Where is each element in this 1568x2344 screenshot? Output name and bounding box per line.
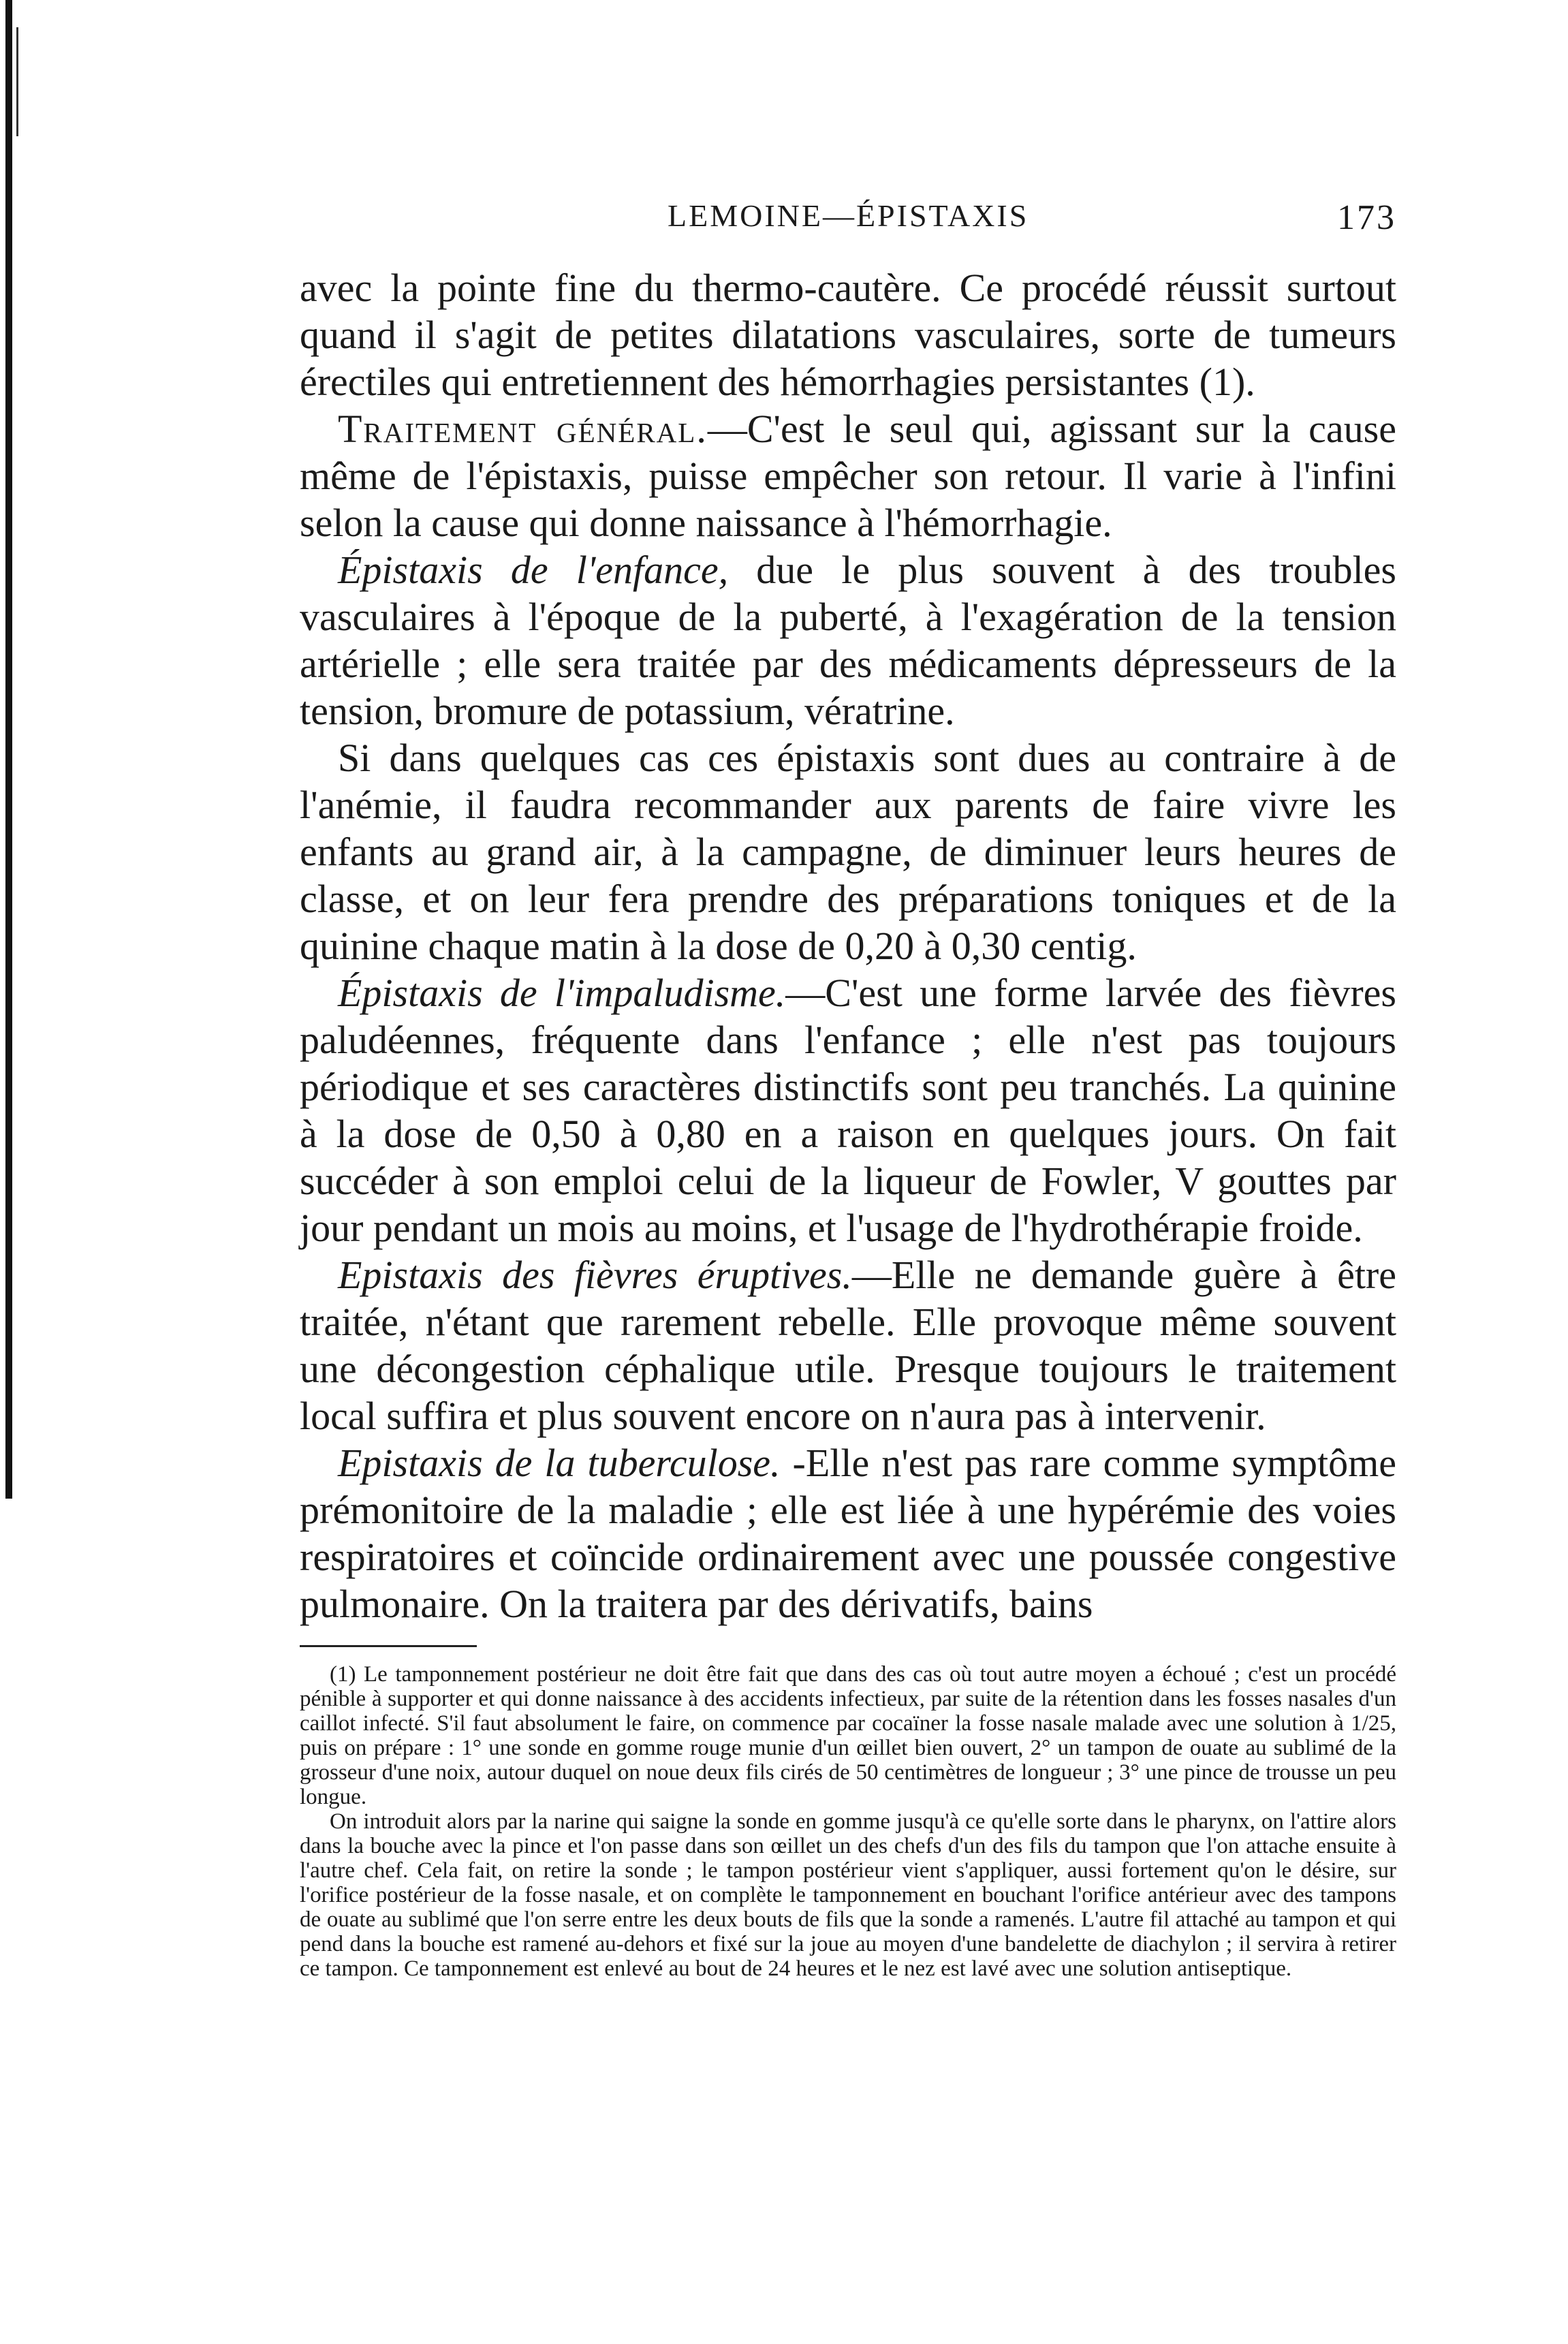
- footnote-1: (1) Le tamponnement postérieur ne doit être fait que dans des cas où tout autre moyen a échoué ; c'est un procédé pénible à supporter et qui donne naissance à des accidents infectieux, par suite de la rétention dans les fosses nasales d'un caillot infecté. S'il faut absolument le faire, on commence par cocaïner la fosse nasale malade avec une solution à 1/25, puis on prépare : 1° une sonde en gomme rouge munie d'un œillet bien ouvert, 2° un tampon de ouate au sublimé de la grosseur d'une noix, autour duquel on noue deux fils cirés de 50 centimètres de longueur ; 3° une pince de trousse un peu longue.: [300, 1662, 1396, 1809]
- scan-edge-mark-thin: [16, 27, 18, 136]
- paragraph-7-heading: Epistaxis de la tuberculose.: [338, 1441, 781, 1485]
- scan-edge-mark: [5, 0, 12, 1499]
- paragraph-5-text: —C'est une forme larvée des fièvres paludéennes, fréquente dans l'enfance ; elle n'est pas toujours périodique et ses caractères distinctifs sont peu tranchés. La quinine à la dose de 0,50 à 0,80 en a raison en quelques jours. On fait succéder à son emploi celui de la liqueur de Fowler, V gouttes par jour pendant un mois au moins, et l'usage de l'hydrothérapie froide.: [300, 971, 1396, 1250]
- running-title: LEMOINE—ÉPISTAXIS: [668, 198, 1029, 233]
- paragraph-3-text: due le plus souvent à des troubles vasculaires à l'époque de la puberté, à l'exagération de la tension artérielle ; elle sera traitée par des médicaments dépresseurs de la tension, bromure de potassium, vératrine.: [300, 548, 1396, 733]
- paragraph-6-heading: Epistaxis des fièvres éruptives.: [338, 1253, 852, 1297]
- paragraph-7: [300, 1439, 1396, 1627]
- paragraph-5: [300, 969, 1396, 1251]
- book-page: [300, 198, 1396, 1981]
- paragraph-7-text: -Elle n'est pas rare comme symptôme prémonitoire de la maladie ; elle est liée à une hypérémie des voies respiratoires et coïncide ordinairement avec une poussée congestive pulmonaire. On la traitera par des dérivatifs, bains: [300, 1441, 1396, 1626]
- body-text: [300, 264, 1396, 1627]
- page-number: 173: [1337, 198, 1396, 237]
- paragraph-3-heading: Épistaxis de l'enfance,: [338, 548, 729, 592]
- footnote-1-continued: On introduit alors par la narine qui saigne la sonde en gomme jusqu'à ce qu'elle sorte dans le pharynx, on l'attire alors dans la bouche avec la pince et l'on passe dans son œillet un des chefs d'un des fils du tampon que l'on attache ensuite à l'autre chef. Cela fait, on retire la sonde ; le tampon postérieur vient s'appliquer, aussi fortement qu'on le désire, sur l'orifice postérieur de la fosse nasale, et on complète le tamponnement en bouchant l'orifice antérieur avec des tampons de ouate au sublimé que l'on serre entre les deux bouts de fils que la sonde a ramenés. L'autre fil attaché au tampon et qui pend dans la bouche est ramené au-dehors et fixé sur la joue au moyen d'une bandelette de diachylon ; il servira à retirer ce tampon. Ce tamponnement est enlevé au bout de 24 heures et le nez est lavé avec une solution antiseptique.: [300, 1809, 1396, 1981]
- paragraph-6-text: —Elle ne demande guère à être traitée, n'étant que rarement rebelle. Elle provoque même souvent une décongestion céphalique utile. Presque toujours le traitement local suffira et plus souvent encore on n'aura pas à intervenir.: [300, 1253, 1396, 1438]
- paragraph-1: [300, 264, 1396, 405]
- footnote-divider: [300, 1645, 477, 1647]
- paragraph-5-heading: Épistaxis de l'impaludisme.: [338, 971, 786, 1015]
- running-head: [300, 198, 1396, 245]
- paragraph-2: [300, 405, 1396, 546]
- paragraph-3: [300, 546, 1396, 734]
- footnotes: [300, 1662, 1396, 1981]
- paragraph-1-text: avec la pointe fine du thermo-cautère. Ce procédé réussit surtout quand il s'agit de petites dilatations vasculaires, sorte de tumeurs érectiles qui entretiennent des hémorrhagies persistantes (1).: [300, 266, 1396, 404]
- paragraph-4: [300, 734, 1396, 969]
- paragraph-2-text: —C'est le seul qui, agissant sur la cause même de l'épistaxis, puisse empêcher son retour. Il varie à l'infini selon la cause qui donne naissance à l'hémorrhagie.: [300, 407, 1396, 545]
- paragraph-6: [300, 1251, 1396, 1439]
- paragraph-2-heading: Traitement général.: [338, 407, 708, 451]
- paragraph-4-text: Si dans quelques cas ces épistaxis sont dues au contraire à de l'anémie, il faudra recommander aux parents de faire vivre les enfants au grand air, à la campagne, de diminuer leurs heures de classe, et on leur fera prendre des préparations toniques et de la quinine chaque matin à la dose de 0,20 à 0,30 centig.: [300, 736, 1396, 968]
